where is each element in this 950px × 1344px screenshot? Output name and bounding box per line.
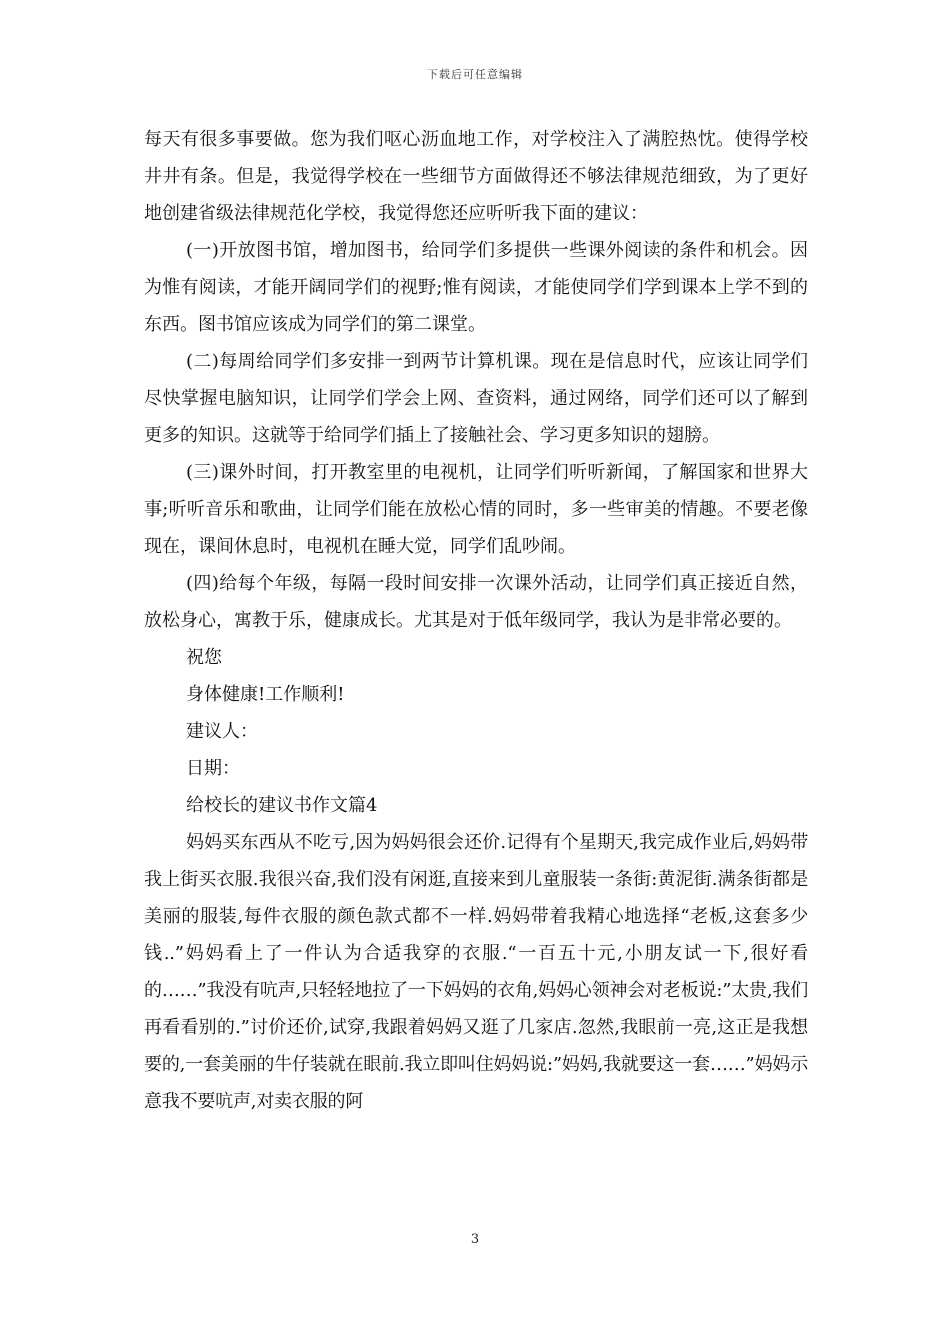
suggestion-1-paragraph: (一)开放图书馆，增加图书，给同学们多提供一些课外阅读的条件和机会。因为惟有阅读，才能开阔同学们的视野;惟有阅读，才能使同学们学到课本上学不到的东西。图书馆应该成为同学们的第二课堂。 [144,240,808,335]
suggestion-2-paragraph: (二)每周给同学们多安排一到两节计算机课。现在是信息时代，应该让同学们尽快掌握电脑知识，让同学们学会上网、查资料，通过网络，同学们还可以了解到更多的知识。这就等于给同学们插上了接触社会、学习更多知识的翅膀。 [144,351,808,446]
suggestion-4-paragraph: (四)给每个年级，每隔一段时间安排一次课外活动，让同学们真正接近自然，放松身心，寓教于乐，健康成长。尤其是对于低年级同学，我认为是非常必要的。 [144,573,808,631]
suggestion-3-paragraph: (三)课外时间，打开教室里的电视机，让同学们听听新闻，了解国家和世界大事;听听音乐和歌曲，让同学们能在放松心情的同时，多一些审美的情趣。不要老像现在，课间休息时，电视机在睡大觉，同学们乱吵闹。 [144,462,808,557]
section-title: 给校长的建议书作文篇4 [186,795,378,816]
intro-paragraph: 每天有很多事要做。您为我们呕心沥血地工作，对学校注入了满腔热忱。使得学校井井有条。但是，我觉得学校在一些细节方面做得还不够法律规范细致，为了更好地创建省级法律规范化学校，我觉得您还应听听我下面的建议： [144,129,808,224]
date-line: 日期： [186,758,240,779]
closing-greeting: 祝您 [186,647,222,668]
page-number: 3 [470,1232,480,1247]
page-header: 下载后可任意编辑 [427,68,523,81]
essay-paragraph: 妈妈买东西从不吃亏,因为妈妈很会还价.记得有个星期天,我完成作业后,妈妈带我上街买衣服.我很兴奋,我们没有闲逛,直接来到儿童服装一条街:黄泥街.满条街都是美丽的服装,每件衣服的颜色款式都不一样.妈妈带着我精心地选择“老板,这套多少钱..”妈妈看上了一件认为合适我穿的衣服.“一百五十元,小朋友试一下,很好看的……”我没有吭声,只轻轻地拉了一下妈妈的衣角,妈妈心领神会对老板说:”太贵,我们再看看别的.”讨价还价,试穿,我跟着妈妈又逛了几家店.忽然,我眼前一亮,这正是我想要的,一套美丽的牛仔装就在眼前.我立即叫住妈妈说:”妈妈,我就要这一套……”妈妈示意我不要吭声,对卖衣服的阿 [144,832,808,1112]
document-body [144,121,808,1120]
closing-wishes: 身体健康!工作顺利! [186,684,345,705]
signer-line: 建议人： [186,721,258,742]
